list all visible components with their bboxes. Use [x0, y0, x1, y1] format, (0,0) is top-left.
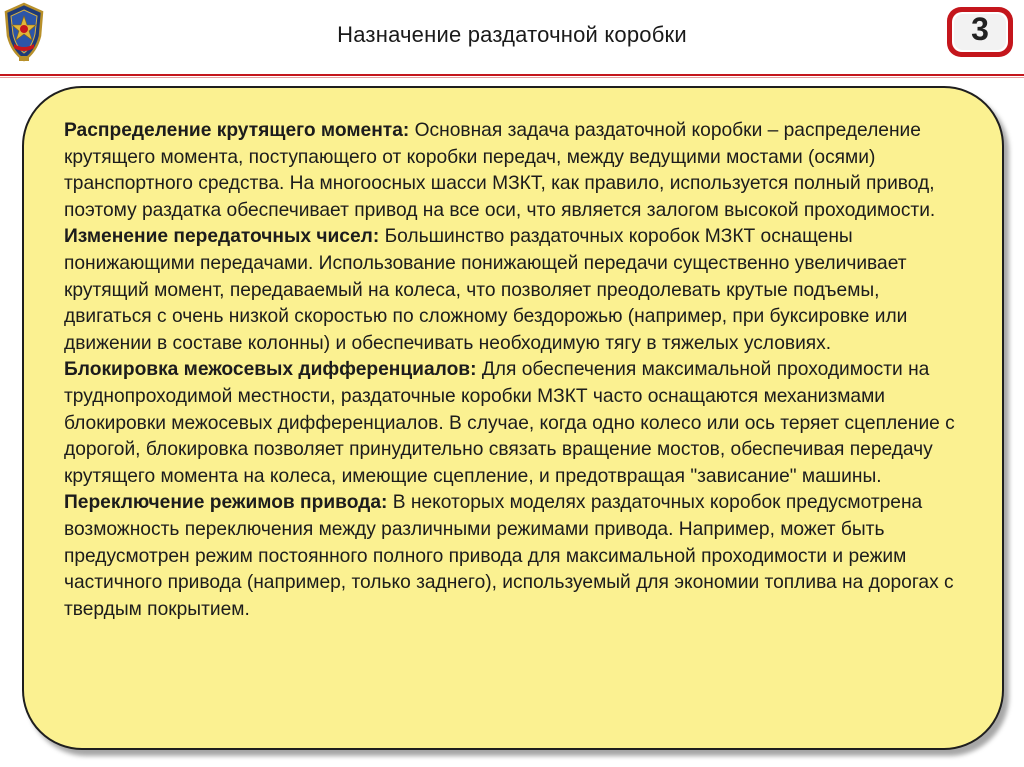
- paragraph-heading: Переключение режимов привода:: [64, 492, 388, 514]
- paragraph-heading: Распределение крутящего момента:: [64, 120, 410, 141]
- paragraph-heading: Изменение передаточных чисел:: [64, 226, 380, 248]
- content-text: [64, 118, 970, 623]
- slide-number: 3: [971, 11, 989, 47]
- slide-header: [0, 0, 1024, 72]
- slide-title: Назначение раздаточной коробки: [337, 22, 687, 47]
- paragraph-torque-distribution: [64, 118, 970, 224]
- paragraph-body: В некоторых моделях раздаточных коробок предусмотрена возможность переключения между различными режимами привода. Например, может быть предусмотрен режим постоянного полного привода для максимальной проходимости и режим частичного привода (например, только заднего), используемый для экономии топлива на дорогах с твердым покрытием.: [64, 492, 954, 620]
- paragraph-body: Для обеспечения максимальной проходимости на труднопроходимой местности, раздаточные коробки МЗКТ часто оснащаются механизмами блокировки межосевых дифференциалов. В случае, когда одно колесо или ось теряет сцепление с дорогой, блокировка позволяет принудительно связать вращение мостов, обеспечивая передачу крутящего момента на колеса, имеющие сцепление, и предотвращая "зависание" машины.: [64, 359, 955, 487]
- paragraph-heading: Блокировка межосевых дифференциалов:: [64, 359, 477, 381]
- paragraph-drive-modes: [64, 490, 970, 623]
- slide-number-badge: [944, 4, 1016, 60]
- header-divider: [0, 74, 1024, 76]
- header-divider-shade: [0, 77, 1024, 78]
- paragraph-body: Основная задача раздаточной коробки – распределение крутящего момента, поступающего от коробки передач, между ведущими мостами (осями) транспортного средства. На многоосных шасси МЗКТ, как правило, используется полный привод, поэтому раздатка обеспечивает привод на все оси, что является залогом высокой проходимости.: [64, 120, 936, 221]
- paragraph-gear-ratios: [64, 224, 970, 357]
- paragraph-differential-lock: [64, 357, 970, 490]
- paragraph-body: Большинство раздаточных коробок МЗКТ оснащены понижающими передачами. Использование понижающей передачи существенно увеличивает крутящий момент, передаваемый на колеса, что позволяет преодолевать крутые подъемы, двигаться с очень низкой скоростью по сложному бездорожью (например, при буксировке или движении в составе колонны) и обеспечивать необходимую тягу в тяжелых условиях.: [64, 226, 908, 354]
